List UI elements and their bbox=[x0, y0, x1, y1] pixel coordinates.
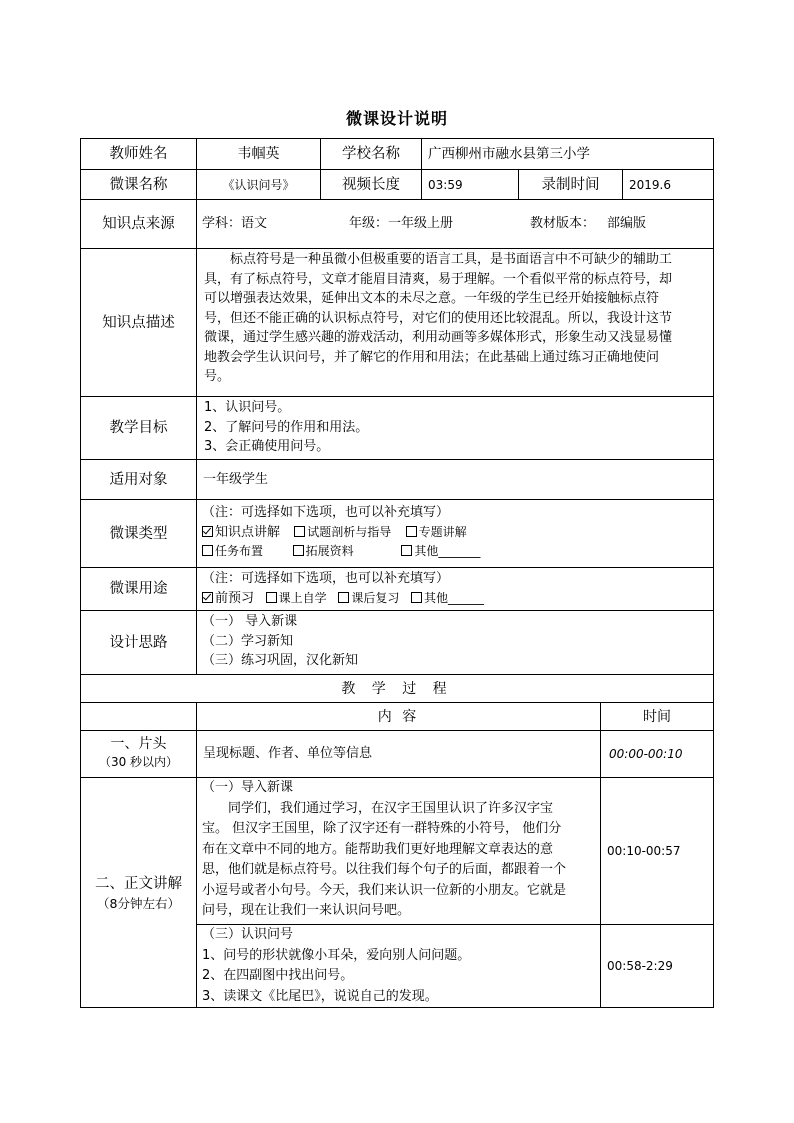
usage-label: 微课用途 bbox=[109, 581, 168, 597]
school-label: 学校名称 bbox=[342, 146, 400, 162]
source-label: 知识点来源 bbox=[102, 216, 175, 232]
checkbox-icon[interactable] bbox=[202, 545, 213, 556]
goal-item: 2、了解问号的作用和用法。 bbox=[204, 419, 369, 435]
goal-item: 3、会正确使用问号。 bbox=[204, 439, 330, 454]
stage-time: 00:00-00:10 bbox=[609, 747, 683, 761]
course-label: 微课名称 bbox=[109, 176, 168, 193]
stage-content: （三）认识问号 1、问号的形状就像小耳朵，爱向别人问问题。 2、在四副图中找出问号。 3、读课文《比尾巴》，说说自己的发现。 bbox=[197, 925, 600, 1007]
goals-label: 教学目标 bbox=[109, 420, 168, 436]
checkbox-icon[interactable] bbox=[411, 592, 422, 603]
stage-content: 呈现标题、作者、单位等信息 bbox=[203, 746, 373, 761]
stage-note: （8分钟左右） bbox=[97, 896, 180, 911]
stage-note: （30 秒以内） bbox=[98, 755, 179, 769]
type-option[interactable]: 拓展资料 bbox=[293, 544, 354, 558]
design-list bbox=[197, 611, 713, 674]
usage-option[interactable]: 课后复习 bbox=[338, 591, 399, 605]
source-details bbox=[197, 200, 713, 248]
checkbox-icon[interactable] bbox=[294, 526, 305, 537]
process-title: 教 学 过 程 bbox=[341, 680, 453, 697]
type-note: （注：可选择如下选项，也可以补充填写） bbox=[202, 505, 450, 520]
usage-options bbox=[197, 568, 713, 610]
subsection-title: （三）认识问号 bbox=[202, 927, 294, 942]
page-title: 微课设计说明 bbox=[345, 109, 448, 128]
type-option[interactable]: 其他_______ bbox=[401, 544, 480, 558]
duration-label: 视频长度 bbox=[342, 176, 400, 193]
edition-label: 教材版本： bbox=[530, 216, 596, 231]
stage-intro bbox=[81, 731, 196, 777]
type-option[interactable]: 专题讲解 bbox=[406, 525, 467, 539]
description-text: 标点符号是一种虽微小但极重要的语言工具，是书面语言中不可缺少的辅助工 具，有了标点符号，文章才能眉目清爽，易于理解。一个看似平常的标点符号，却 可以增强表达效果，延伸出文本的未尽之意。一年级的学生已经开始接触标点符 号，但还不能正确的认识标点符号，对它们的使用还比较混乱。所以，我设计这节 微课，通过学生感兴趣的游戏活动，利用动画等多媒体形式，形象生动又浅显易懂 地教会学生认识问号，并了解它的作用和用法；在此基础上通过练习正确地使问 号。 bbox=[204, 252, 673, 384]
design-label: 设计思路 bbox=[109, 634, 168, 651]
course-name: 《认识问号》 bbox=[222, 177, 295, 192]
type-option[interactable]: 知识点讲解 bbox=[202, 525, 280, 540]
usage-note: （注：可选择如下选项，也可以补充填写） bbox=[202, 571, 450, 586]
stage-title: 一、片头 bbox=[110, 736, 167, 752]
checkbox-icon[interactable] bbox=[266, 592, 277, 603]
subsection-title: （一）导入新课 bbox=[202, 780, 294, 795]
subject-text: 学科：语文 bbox=[202, 216, 268, 231]
stage-time: 00:58-2:29 bbox=[607, 959, 673, 973]
stage-time: 00:10-00:57 bbox=[607, 844, 681, 858]
audience-value: 一年级学生 bbox=[203, 471, 269, 487]
goal-item: 1、认识问号。 bbox=[204, 400, 291, 415]
duration-value: 03:59 bbox=[428, 177, 463, 192]
stage-main bbox=[81, 778, 196, 1007]
type-options bbox=[197, 500, 713, 567]
checkbox-icon[interactable] bbox=[338, 592, 349, 603]
school-name: 广西柳州市融水县第三小学 bbox=[428, 146, 590, 162]
design-item: （二）学习新知 bbox=[202, 633, 294, 649]
checked-checkbox-icon[interactable] bbox=[202, 526, 213, 537]
design-item: （三）练习巩固，汉化新知 bbox=[202, 653, 359, 668]
checkbox-icon[interactable] bbox=[293, 545, 304, 556]
edition-text: 部编版 bbox=[607, 216, 647, 231]
type-option[interactable]: 任务布置 bbox=[202, 544, 263, 558]
description-label: 知识点描述 bbox=[102, 314, 175, 331]
checkbox-icon[interactable] bbox=[401, 545, 412, 556]
content-header: 内 容 bbox=[377, 708, 420, 725]
type-option[interactable]: 试题剖析与指导 bbox=[294, 525, 391, 539]
teacher-name: 韦帼英 bbox=[237, 146, 280, 162]
design-item: （一） 导入新课 bbox=[202, 614, 298, 629]
goals-list bbox=[197, 397, 713, 459]
stage-content: （一）导入新课 同学们，我们通过学习，在汉字王国里认识了许多汉字宝 宝。 但汉字王国里，除了汉字还有一群特殊的小符号， 他们分 布在文章中不同的地方。能帮助我们更好地理解文章表达的意 思，他们就是标点符号。以往我们每个句子的后面，都跟着一个 小逗号或者小句号。今天，我们来认识一位新的小朋友。它就是 问号，现在让我们一来认识问号吧。 bbox=[197, 778, 600, 924]
usage-option[interactable]: 课上自学 bbox=[266, 591, 327, 605]
checkbox-icon[interactable] bbox=[406, 526, 417, 537]
checked-checkbox-icon[interactable] bbox=[202, 592, 213, 603]
usage-option[interactable]: 前预习 bbox=[202, 591, 254, 606]
usage-option[interactable]: 其他______ bbox=[411, 591, 484, 605]
date-value: 2019.6 bbox=[629, 177, 671, 192]
time-header: 时间 bbox=[643, 708, 671, 725]
stage-title: 二、正文讲解 bbox=[95, 876, 182, 892]
audience-label: 适用对象 bbox=[109, 471, 168, 488]
teacher-label: 教师姓名 bbox=[109, 146, 168, 162]
date-label: 录制时间 bbox=[541, 176, 600, 193]
grade-text: 年级：一年级上册 bbox=[349, 216, 454, 231]
type-label: 微课类型 bbox=[109, 525, 168, 542]
